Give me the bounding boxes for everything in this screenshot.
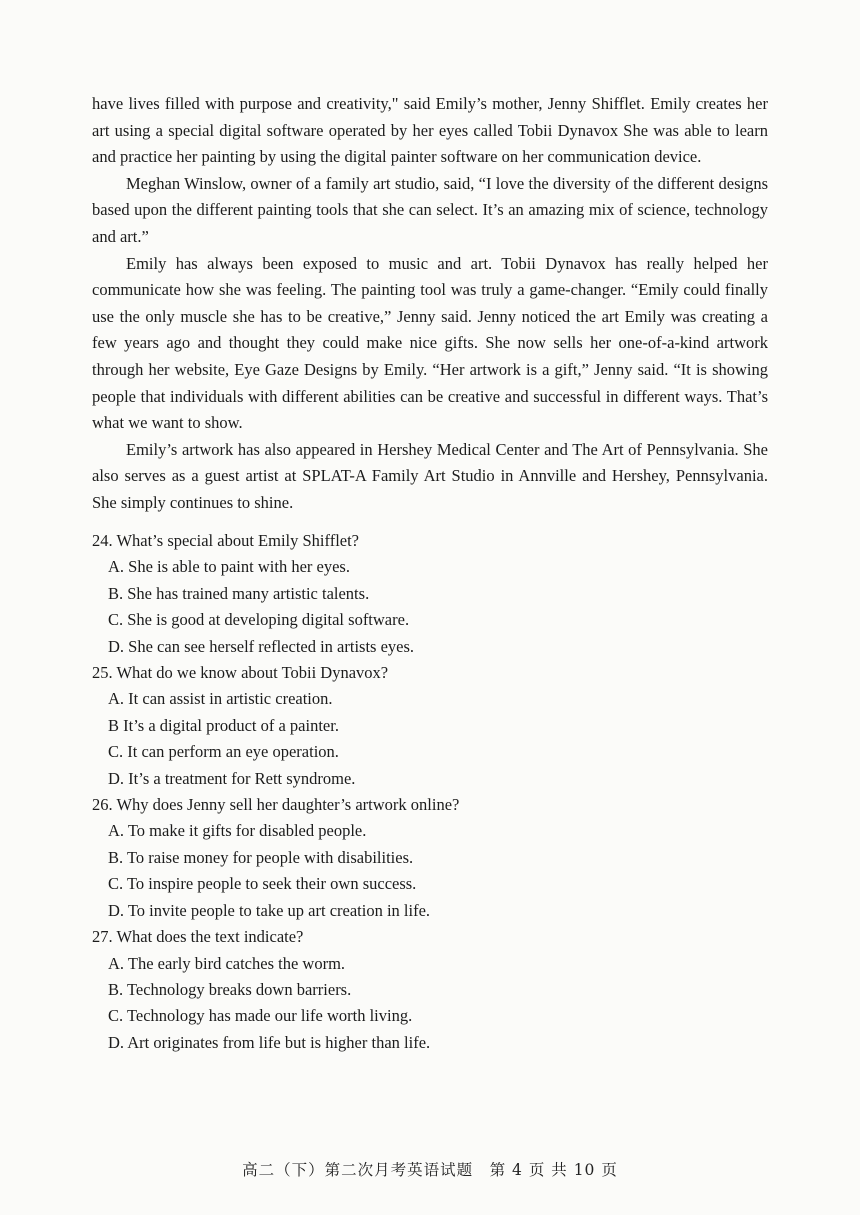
question-24 bbox=[92, 528, 768, 660]
reading-passage bbox=[92, 91, 768, 517]
answer-option: C. To inspire people to seek their own success. bbox=[108, 874, 417, 894]
answer-option: D. She can see herself reflected in artists eyes. bbox=[108, 636, 415, 656]
question-25 bbox=[92, 660, 768, 792]
answer-option: A. To make it gifts for disabled people. bbox=[108, 821, 367, 841]
page-footer: 高二（下）第二次月考英语试题 第 4 页 共 10 页 bbox=[242, 1161, 618, 1179]
question-27 bbox=[92, 924, 768, 1056]
passage-paragraph: Emily’s artwork has also appeared in Hershey Medical Center and The Art of Pennsylvania. She also serves as a guest artist at SPLAT-A Family Art Studio in Annville and Hershey, Pennsylvania. She simply continues to shine. bbox=[92, 439, 768, 512]
question-stem: 27. What does the text indicate? bbox=[92, 927, 304, 947]
answer-option: C. It can perform an eye operation. bbox=[108, 742, 339, 762]
answer-option: D. It’s a treatment for Rett syndrome. bbox=[108, 768, 356, 788]
question-stem: 24. What’s special about Emily Shifflet? bbox=[92, 531, 360, 550]
question-26 bbox=[92, 792, 768, 924]
passage-paragraph: have lives filled with purpose and creativity," said Emily’s mother, Jenny Shifflet. Emily creates her art using a special digital software operated by her eyes called Tobii Dynavox She was able to learn and practice her painting by using the digital painter software on her communication device. bbox=[92, 94, 768, 167]
answer-option: D. To invite people to take up art creation in life. bbox=[108, 900, 431, 920]
answer-option: B. To raise money for people with disabilities. bbox=[108, 847, 414, 867]
passage-paragraph: Meghan Winslow, owner of a family art studio, said, “I love the diversity of the different designs based upon the different painting tools that she can select. It’s an amazing mix of science, technology and art.” bbox=[92, 173, 768, 246]
answer-option: D. Art originates from life but is higher than life. bbox=[108, 1032, 431, 1052]
answer-option: A. It can assist in artistic creation. bbox=[108, 689, 333, 709]
answer-option: B It’s a digital product of a painter. bbox=[108, 715, 339, 735]
answer-option: C. Technology has made our life worth living. bbox=[108, 1006, 413, 1026]
answer-option: A. She is able to paint with her eyes. bbox=[108, 557, 350, 577]
answer-option: A. The early bird catches the worm. bbox=[108, 953, 346, 973]
answer-option: B. She has trained many artistic talents. bbox=[108, 583, 370, 603]
answer-option: C. She is good at developing digital software. bbox=[108, 610, 410, 630]
question-list bbox=[92, 528, 768, 1056]
answer-option: B. Technology breaks down barriers. bbox=[108, 979, 352, 999]
passage-paragraph: Emily has always been exposed to music and art. Tobii Dynavox has really helped her communicate how she was feeling. The painting tool was truly a game-changer. “Emily could finally use the only muscle she has to be creative,” Jenny said. Jenny noticed the art Emily was creating a few years ago and thought they could make nice gifts. She now sells her one-of-a-kind artwork through her website, Eye Gaze Designs by Emily. “Her artwork is a gift,” Jenny said. “It is showing people that individuals with different abilities can be creative and successful in different ways. That’s what we want to show. bbox=[92, 253, 768, 433]
question-stem: 26. Why does Jenny sell her daughter’s artwork online? bbox=[92, 795, 460, 815]
question-stem: 25. What do we know about Tobii Dynavox? bbox=[92, 663, 389, 683]
